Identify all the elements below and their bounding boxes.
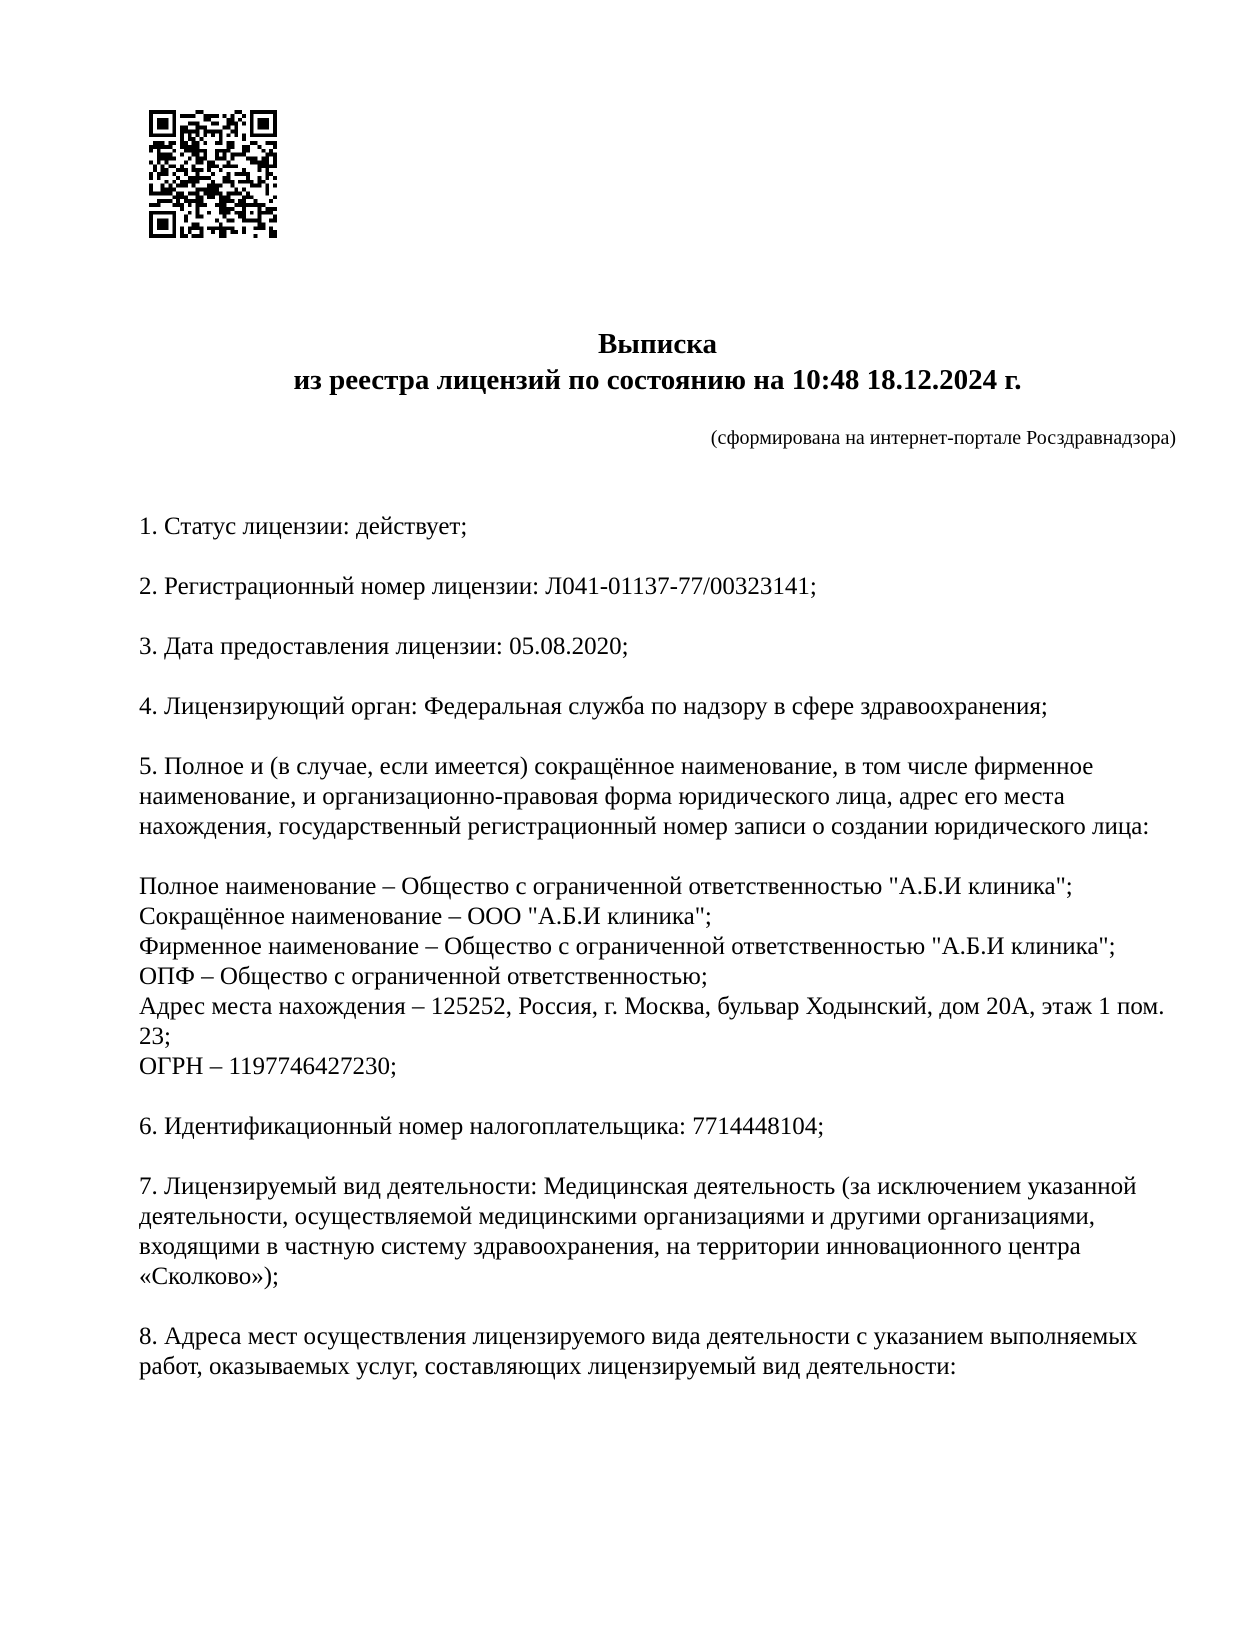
paragraph-licensing-authority bbox=[139, 692, 1176, 722]
paragraph-activity-type bbox=[139, 1172, 1176, 1292]
text-line: 8. Адреса мест осуществления лицензируемого вида деятельности с указанием выполняемых bbox=[139, 1323, 1138, 1350]
text-line: 6. Идентификационный номер налогоплательщика: 7714448104; bbox=[139, 1113, 825, 1140]
text-line: работ, оказываемых услуг, составляющих лицензируемый вид деятельности: bbox=[139, 1353, 957, 1380]
paragraph-license-status bbox=[139, 512, 1176, 542]
text-line: 5. Полное и (в случае, если имеется) сокращённое наименование, в том числе фирменное bbox=[139, 753, 1094, 780]
paragraph-grant-date bbox=[139, 632, 1176, 662]
paragraph-activity-addresses bbox=[139, 1322, 1176, 1382]
company-ogrn: ОГРН – 1197746427230; bbox=[139, 1053, 397, 1080]
company-full-name: Полное наименование – Общество с ограниченной ответственностью "А.Б.И клиника"; bbox=[139, 873, 1073, 900]
text-line: 2. Регистрационный номер лицензии: Л041-01137-77/00323141; bbox=[139, 573, 817, 600]
company-address-line-2: 23; bbox=[139, 1023, 171, 1050]
company-details-block bbox=[139, 872, 1176, 1082]
text-line: нахождения, государственный регистрационный номер записи о создании юридического лица: bbox=[139, 813, 1150, 840]
company-address-line-1: Адрес места нахождения – 125252, Россия, г. Москва, бульвар Ходынский, дом 20А, этаж 1 пом. bbox=[139, 993, 1165, 1020]
text-line: 4. Лицензирующий орган: Федеральная служба по надзору в сфере здравоохранения; bbox=[139, 693, 1048, 720]
paragraph-inn bbox=[139, 1112, 1176, 1142]
company-short-name: Сокращённое наименование – ООО "А.Б.И клиника"; bbox=[139, 903, 712, 930]
text-line: деятельности, осуществляемой медицинскими организациями и другими организациями, bbox=[139, 1203, 1096, 1230]
document-title bbox=[139, 326, 1176, 398]
document-subtitle: (сформирована на интернет-портале Росздравнадзора) bbox=[710, 427, 1176, 449]
title-line-1: Выписка bbox=[597, 328, 718, 360]
text-line: наименование, и организационно-правовая форма юридического лица, адрес его места bbox=[139, 783, 1065, 810]
text-line: 3. Дата предоставления лицензии: 05.08.2020; bbox=[139, 633, 629, 660]
qr-code-image bbox=[149, 110, 277, 238]
title-line-2: из реестра лицензий по состоянию на 10:48 18.12.2024 г. bbox=[293, 364, 1022, 396]
company-brand-name: Фирменное наименование – Общество с ограниченной ответственностью "А.Б.И клиника"; bbox=[139, 933, 1116, 960]
document-body bbox=[139, 512, 1176, 1382]
qr-code bbox=[149, 110, 277, 238]
text-line: «Сколково»); bbox=[139, 1263, 279, 1290]
paragraph-names-intro bbox=[139, 752, 1176, 842]
text-line: 7. Лицензируемый вид деятельности: Медицинская деятельность (за исключением указанной bbox=[139, 1173, 1137, 1200]
text-line: входящими в частную систему здравоохранения, на территории инновационного центра bbox=[139, 1233, 1081, 1260]
company-legal-form: ОПФ – Общество с ограниченной ответственностью; bbox=[139, 963, 708, 990]
paragraph-registration-number bbox=[139, 572, 1176, 602]
text-line: 1. Статус лицензии: действует; bbox=[139, 513, 468, 540]
